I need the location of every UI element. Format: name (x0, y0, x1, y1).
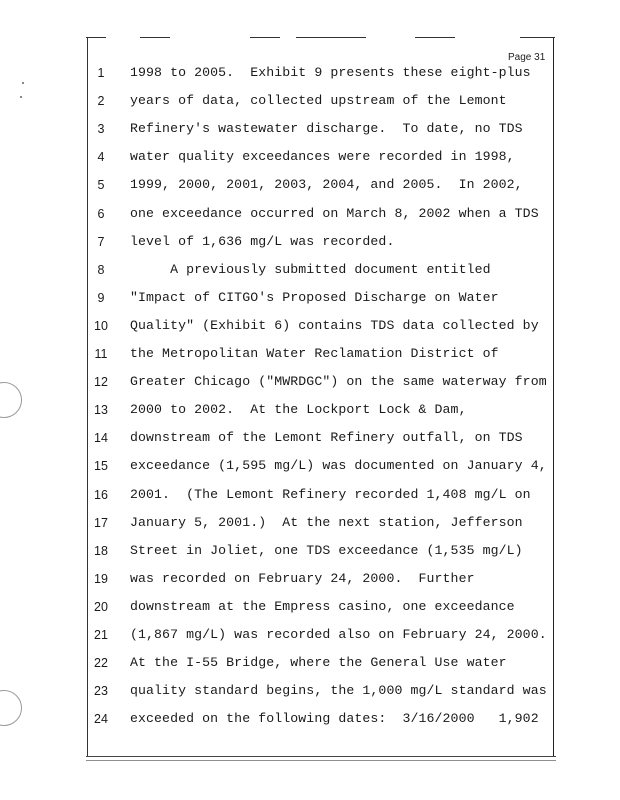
transcript-line (0, 569, 620, 589)
transcript-line (0, 709, 620, 729)
line-text: January 5, 2001.) At the next station, Jefferson (130, 514, 523, 530)
line-number: 7 (97, 234, 105, 249)
top-border-rule (415, 37, 455, 38)
line-number: 17 (94, 515, 108, 530)
transcript-line (0, 147, 620, 167)
transcript-line (0, 91, 620, 111)
top-border-rule (250, 37, 280, 38)
line-text: level of 1,636 mg/L was recorded. (130, 233, 395, 249)
line-number: 11 (94, 347, 108, 361)
line-text: 2001. (The Lemont Refinery recorded 1,408 mg/L on (130, 486, 531, 502)
line-number: 8 (97, 262, 105, 277)
page-number-label: Page 31 (508, 52, 546, 63)
transcript-line (0, 63, 620, 83)
transcript-line (0, 653, 620, 673)
line-number: 6 (97, 206, 105, 221)
transcript-line (0, 541, 620, 561)
transcript-line (0, 372, 620, 392)
line-text: Quality" (Exhibit 6) contains TDS data collected by (130, 317, 539, 333)
transcript-line (0, 456, 620, 476)
line-text: "Impact of CITGO's Proposed Discharge on Water (130, 289, 499, 305)
line-number: 3 (97, 122, 105, 137)
line-text: A previously submitted document entitled (130, 261, 491, 277)
line-number: 4 (97, 150, 105, 165)
top-border-rule (520, 37, 555, 38)
transcript-line (0, 597, 620, 617)
transcript-line (0, 204, 620, 224)
line-number: 2 (97, 94, 105, 109)
transcript-line (0, 232, 620, 252)
line-text: Greater Chicago ("MWRDGC") on the same waterway from (130, 374, 547, 390)
line-text: the Metropolitan Water Reclamation District of (130, 346, 499, 361)
line-number: 1 (97, 66, 105, 80)
line-number: 13 (94, 403, 108, 418)
transcript-line (0, 625, 620, 645)
line-text: quality standard begins, the 1,000 mg/L standard was (130, 683, 547, 699)
transcript-line (0, 344, 620, 364)
transcript-line (0, 119, 620, 139)
transcript-line (0, 175, 620, 195)
line-number: 19 (94, 571, 108, 586)
line-text: (1,867 mg/L) was recorded also on February 24, 2000. (130, 627, 547, 642)
transcript-line (0, 288, 620, 308)
line-text: water quality exceedances were recorded in 1998, (130, 149, 515, 165)
line-number: 14 (94, 431, 108, 446)
top-border-rule (86, 37, 106, 38)
line-number: 21 (94, 628, 108, 642)
line-text: At the I-55 Bridge, where the General Use water (130, 655, 507, 671)
line-text: one exceedance occurred on March 8, 2002 when a TDS (130, 205, 539, 221)
transcript-page-frame (87, 38, 554, 756)
line-text: Refinery's wastewater discharge. To date, no TDS (130, 121, 523, 137)
line-number: 9 (97, 290, 105, 305)
transcript-line (0, 428, 620, 448)
line-text: downstream at the Empress casino, one exceedance (130, 598, 515, 614)
bottom-border-rule (86, 756, 556, 757)
line-text: 1998 to 2005. Exhibit 9 presents these eight-plus (130, 65, 531, 80)
line-number: 20 (94, 599, 108, 614)
line-text: years of data, collected upstream of the Lemont (130, 93, 507, 109)
top-border-rule (140, 37, 170, 38)
line-number: 5 (97, 178, 105, 193)
line-text: Street in Joliet, one TDS exceedance (1,535 mg/L) (130, 542, 523, 558)
line-text: 2000 to 2002. At the Lockport Lock & Dam, (130, 402, 467, 418)
line-text: was recorded on February 24, 2000. Further (130, 570, 475, 586)
line-text: 1999, 2000, 2001, 2003, 2004, and 2005. In 2002, (130, 177, 523, 193)
line-number: 23 (94, 684, 108, 699)
line-number: 10 (94, 318, 108, 333)
bottom-border-rule-double (86, 760, 556, 761)
line-number: 16 (94, 487, 108, 502)
line-text: exceeded on the following dates: 3/16/2000 1,902 (130, 711, 539, 727)
transcript-line (0, 316, 620, 336)
top-border-rule (296, 37, 366, 38)
line-text: exceedance (1,595 mg/L) was documented on January 4, (130, 458, 547, 474)
line-text: downstream of the Lemont Refinery outfall, on TDS (130, 430, 523, 446)
line-number: 22 (94, 656, 108, 671)
line-number: 24 (94, 712, 108, 727)
line-number: 12 (94, 375, 108, 390)
transcript-line (0, 681, 620, 701)
transcript-line (0, 485, 620, 505)
line-number: 15 (94, 459, 108, 474)
transcript-line (0, 260, 620, 280)
transcript-line (0, 513, 620, 533)
line-number: 18 (94, 543, 108, 558)
transcript-line (0, 400, 620, 420)
